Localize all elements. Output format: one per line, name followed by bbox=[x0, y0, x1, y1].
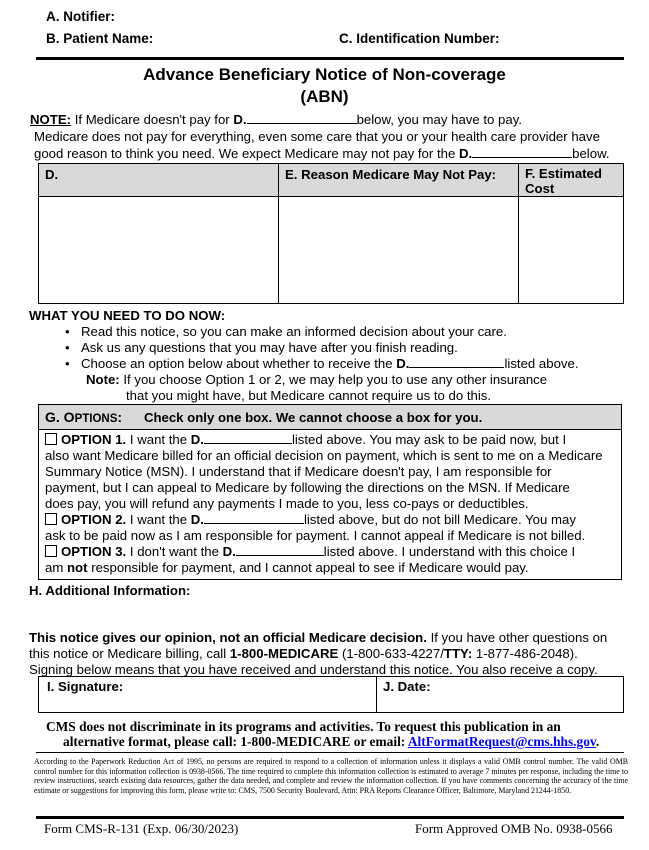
blank-field bbox=[204, 523, 304, 524]
intro-line-2: good reason to think you need. We expect Medicare may not pay for the D. below. bbox=[34, 146, 610, 161]
patient-name-label: B. Patient Name: bbox=[46, 31, 154, 46]
blank-field bbox=[472, 157, 572, 158]
option-3-line: OPTION 3. I don't want the D. listed above. I understand with this choice I bbox=[45, 544, 617, 560]
options-box bbox=[38, 404, 622, 580]
blank-field bbox=[409, 367, 504, 368]
todo-heading: WHAT YOU NEED TO DO NOW: bbox=[29, 308, 226, 323]
column-d-header: D. bbox=[45, 167, 59, 182]
options-body: OPTION 1. I want the D. listed above. You may ask to be paid now, but I also want Medicare billed for an official decision on payment, which is sent to me on a Medicare Summary Notice (MSN). I understand that if Medicare doesn't pay, I am responsible for payment, but I can appeal to Medicare by following the directions on the MSN. If Medicare does pay, you will refund any payments I made to you, less co-pays or deductibles. OPTION 2. I want the D. listed above, but do not bill Medicare. You may ask to be paid now as I am responsible for payment. I cannot appeal if Medicare is not billed. OPTION 3. I don't want the D. listed above. I understand with this choice I am not responsible for payment, and I cannot appeal to see if Medicare would pay. bbox=[45, 432, 617, 576]
note-label: NOTE: bbox=[30, 112, 72, 127]
blank-field bbox=[236, 555, 324, 556]
header-rule bbox=[36, 57, 624, 60]
opinion-line-2: this notice or Medicare billing, call 1-800-MEDICARE (1-800-633-4227/TTY: 1-877-486-2048). bbox=[29, 646, 578, 661]
option-2-line: OPTION 2. I want the D. listed above, but do not bill Medicare. You may bbox=[45, 512, 617, 528]
list-item: • Ask us any questions that you may have after you finish reading. bbox=[61, 340, 621, 356]
date-field[interactable] bbox=[377, 695, 623, 712]
options-heading: G. OPTIONS: Check only one box. We cannot choose a box for you. bbox=[45, 409, 483, 425]
date-label: J. Date: bbox=[383, 679, 431, 694]
list-item: • Read this notice, so you can make an informed decision about your care. bbox=[61, 324, 621, 340]
column-d-cell[interactable] bbox=[39, 197, 278, 303]
opinion-line-3: Signing below means that you have received and understand this notice. You also receive a copy. bbox=[29, 662, 598, 677]
page-title: Advance Beneficiary Notice of Non-coverage bbox=[143, 65, 506, 84]
option-1-line: OPTION 1. I want the D. listed above. You may ask to be paid now, but I bbox=[45, 432, 617, 448]
intro-line-1: Medicare does not pay for everything, even some care that you or your health care provider have bbox=[34, 129, 600, 144]
additional-information-field[interactable] bbox=[36, 600, 624, 628]
notifier-label: A. Notifier: bbox=[46, 9, 115, 24]
page-subtitle: (ABN) bbox=[300, 87, 349, 106]
todo-note-line-2: that you might have, but Medicare cannot require us to do this. bbox=[126, 388, 492, 403]
identification-number-label: C. Identification Number: bbox=[339, 31, 500, 46]
omb-number: Form Approved OMB No. 0938-0566 bbox=[415, 821, 613, 836]
blank-field bbox=[204, 443, 292, 444]
option-2-checkbox[interactable] bbox=[45, 513, 57, 525]
email-link[interactable]: AltFormatRequest@cms.hhs.gov bbox=[407, 734, 596, 749]
additional-information-label: H. Additional Information: bbox=[29, 583, 191, 598]
signature-label: I. Signature: bbox=[47, 679, 124, 694]
todo-note: Note: If you choose Option 1 or 2, we may help you to use any other insurance bbox=[86, 372, 548, 387]
option-1-checkbox[interactable] bbox=[45, 433, 57, 445]
cms-notice-line-1: CMS does not discriminate in its programs and activities. To request this publication in an bbox=[46, 719, 561, 734]
signature-field[interactable] bbox=[39, 695, 376, 712]
services-table bbox=[38, 163, 624, 304]
column-e-cell[interactable] bbox=[279, 197, 518, 303]
note-line: NOTE: If Medicare doesn't pay for D. below, you may have to pay. bbox=[30, 112, 522, 127]
paperwork-reduction-notice: According to the Paperwork Reduction Act of 1995, no persons are required to respond to a collection of information unless it displays a valid OMB control number. The valid OMB control number for this information collection is 0938-0566. The time required to complete this information collection is estimated to average 7 minutes per response, including the time to review instructions, search existing data resources, gather the data needed, and complete and review the information collection. If you have comments concerning the accuracy of the time estimate or suggestions for improving this form, please write to: CMS, 7500 Security Boulevard, Attn: PRA Reports Clearance Officer, Baltimore, Maryland 21244-1850. bbox=[34, 757, 628, 795]
divider bbox=[36, 752, 624, 753]
column-e-header: E. Reason Medicare May Not Pay: bbox=[285, 167, 497, 182]
column-f-cell[interactable] bbox=[519, 197, 623, 303]
form-number: Form CMS-R-131 (Exp. 06/30/2023) bbox=[44, 821, 239, 836]
column-f-header: F. Estimated Cost bbox=[525, 166, 602, 196]
footer-rule bbox=[36, 816, 624, 819]
option-3-checkbox[interactable] bbox=[45, 545, 57, 557]
todo-list bbox=[61, 324, 621, 372]
cms-notice-line-2: alternative format, please call: 1-800-MEDICARE or email: AltFormatRequest@cms.hhs.gov. bbox=[63, 734, 600, 749]
opinion-line-1: This notice gives our opinion, not an official Medicare decision. If you have other questions on bbox=[29, 630, 608, 645]
blank-field bbox=[247, 123, 357, 124]
list-item: • Choose an option below about whether to receive the D. listed above. bbox=[61, 356, 621, 372]
signature-table bbox=[38, 676, 624, 713]
